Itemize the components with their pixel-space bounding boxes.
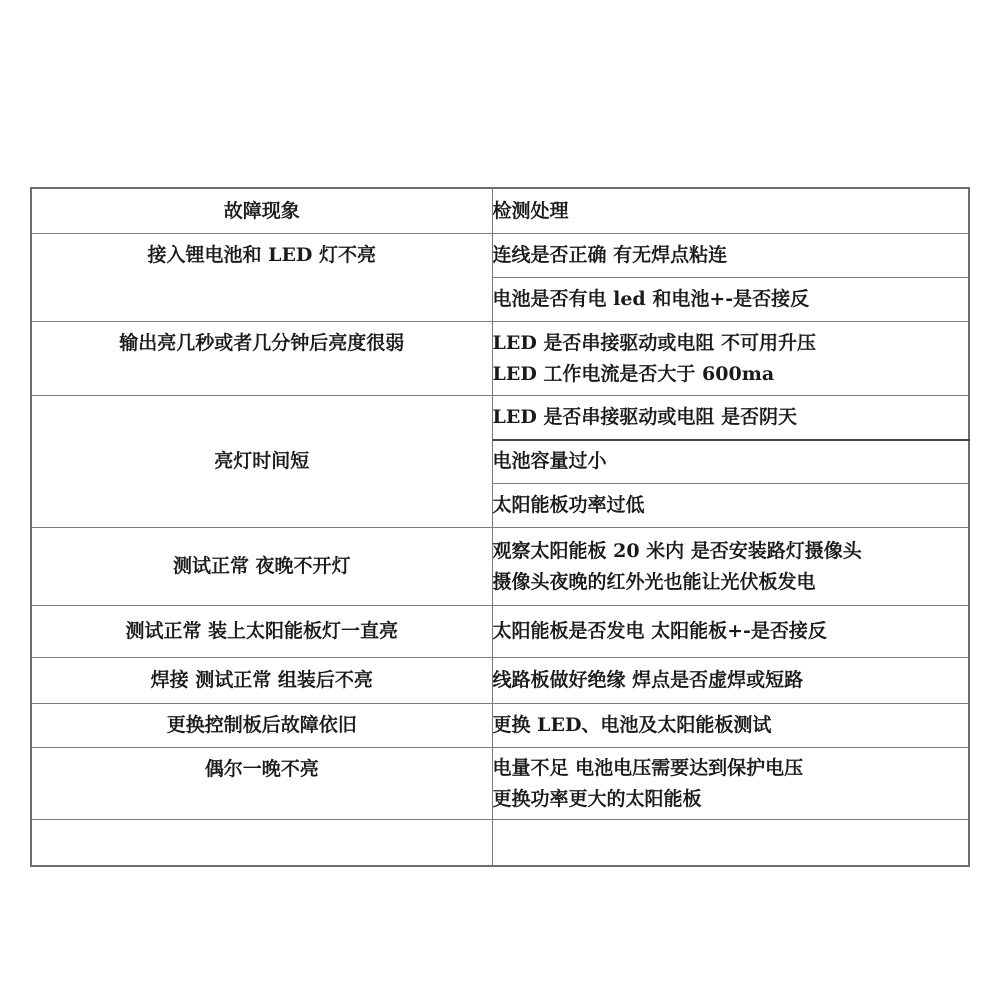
action-cell <box>492 322 969 396</box>
symptom-text: 偶尔一晚不亮 <box>204 758 319 780</box>
action-cell <box>492 528 969 606</box>
action-cell <box>492 748 969 820</box>
symptom-cell <box>31 528 492 606</box>
action-text: 电量不足 电池电压需要达到保护电压 <box>492 756 804 779</box>
symptom-text: 亮灯时间短 <box>214 450 310 472</box>
table-row <box>31 322 969 396</box>
symptom-cell <box>31 234 492 322</box>
symptom-text: 焊接 测试正常 组装后不亮 <box>150 669 373 691</box>
symptom-cell <box>31 704 492 748</box>
symptom-text: 更换控制板后故障依旧 <box>166 714 357 736</box>
action-text: 连线是否正确 有无焊点粘连 <box>492 244 728 266</box>
action-text: 电池是否有电 led 和电池+-是否接反 <box>492 288 810 310</box>
header-action: 检测处理 <box>492 188 969 234</box>
action-cell <box>492 278 969 322</box>
action-text: 电池容量过小 <box>492 450 607 473</box>
action-cell <box>492 484 969 528</box>
table-row <box>31 606 969 658</box>
action-text: 更换功率更大的太阳能板 <box>492 787 702 810</box>
action-cell <box>492 396 969 440</box>
action-text: LED 是否串接驱动或电阻 是否阴天 <box>492 405 798 428</box>
table-row <box>31 820 969 866</box>
table-row <box>31 396 969 440</box>
table-row <box>31 234 969 278</box>
header-row <box>31 188 969 234</box>
symptom-text: 输出亮几秒或者几分钟后亮度很弱 <box>119 332 405 354</box>
action-cell <box>492 234 969 278</box>
symptom-cell <box>31 748 492 820</box>
symptom-text: 测试正常 夜晚不开灯 <box>172 555 351 577</box>
action-text: 摄像头夜晚的红外光也能让光伏板发电 <box>492 570 816 593</box>
action-text: 太阳能板功率过低 <box>492 494 645 516</box>
symptom-text: 测试正常 装上太阳能板灯一直亮 <box>125 620 399 642</box>
action-text: 观察太阳能板 20 米内 是否安装路灯摄像头 <box>492 539 862 562</box>
symptom-cell <box>31 396 492 528</box>
symptom-text: 接入锂电池和 LED 灯不亮 <box>147 244 377 266</box>
action-text: 更换 LED、电池及太阳能板测试 <box>492 714 772 736</box>
symptom-cell <box>31 658 492 704</box>
header-symptom: 故障现象 <box>31 188 492 234</box>
table-row <box>31 528 969 606</box>
table-row <box>31 748 969 820</box>
action-cell <box>492 440 969 484</box>
symptom-cell <box>31 606 492 658</box>
table-row <box>31 704 969 748</box>
action-text: LED 工作电流是否大于 600ma <box>492 362 775 385</box>
table-row <box>31 658 969 704</box>
action-cell <box>492 820 969 866</box>
action-text: LED 是否串接驱动或电阻 不可用升压 <box>492 331 817 354</box>
action-cell <box>492 658 969 704</box>
fault-table <box>30 187 970 867</box>
action-cell <box>492 606 969 658</box>
action-text: 太阳能板是否发电 太阳能板+-是否接反 <box>492 620 827 642</box>
symptom-cell <box>31 820 492 866</box>
action-text: 线路板做好绝缘 焊点是否虚焊或短路 <box>492 669 804 691</box>
symptom-cell <box>31 322 492 396</box>
action-cell <box>492 704 969 748</box>
